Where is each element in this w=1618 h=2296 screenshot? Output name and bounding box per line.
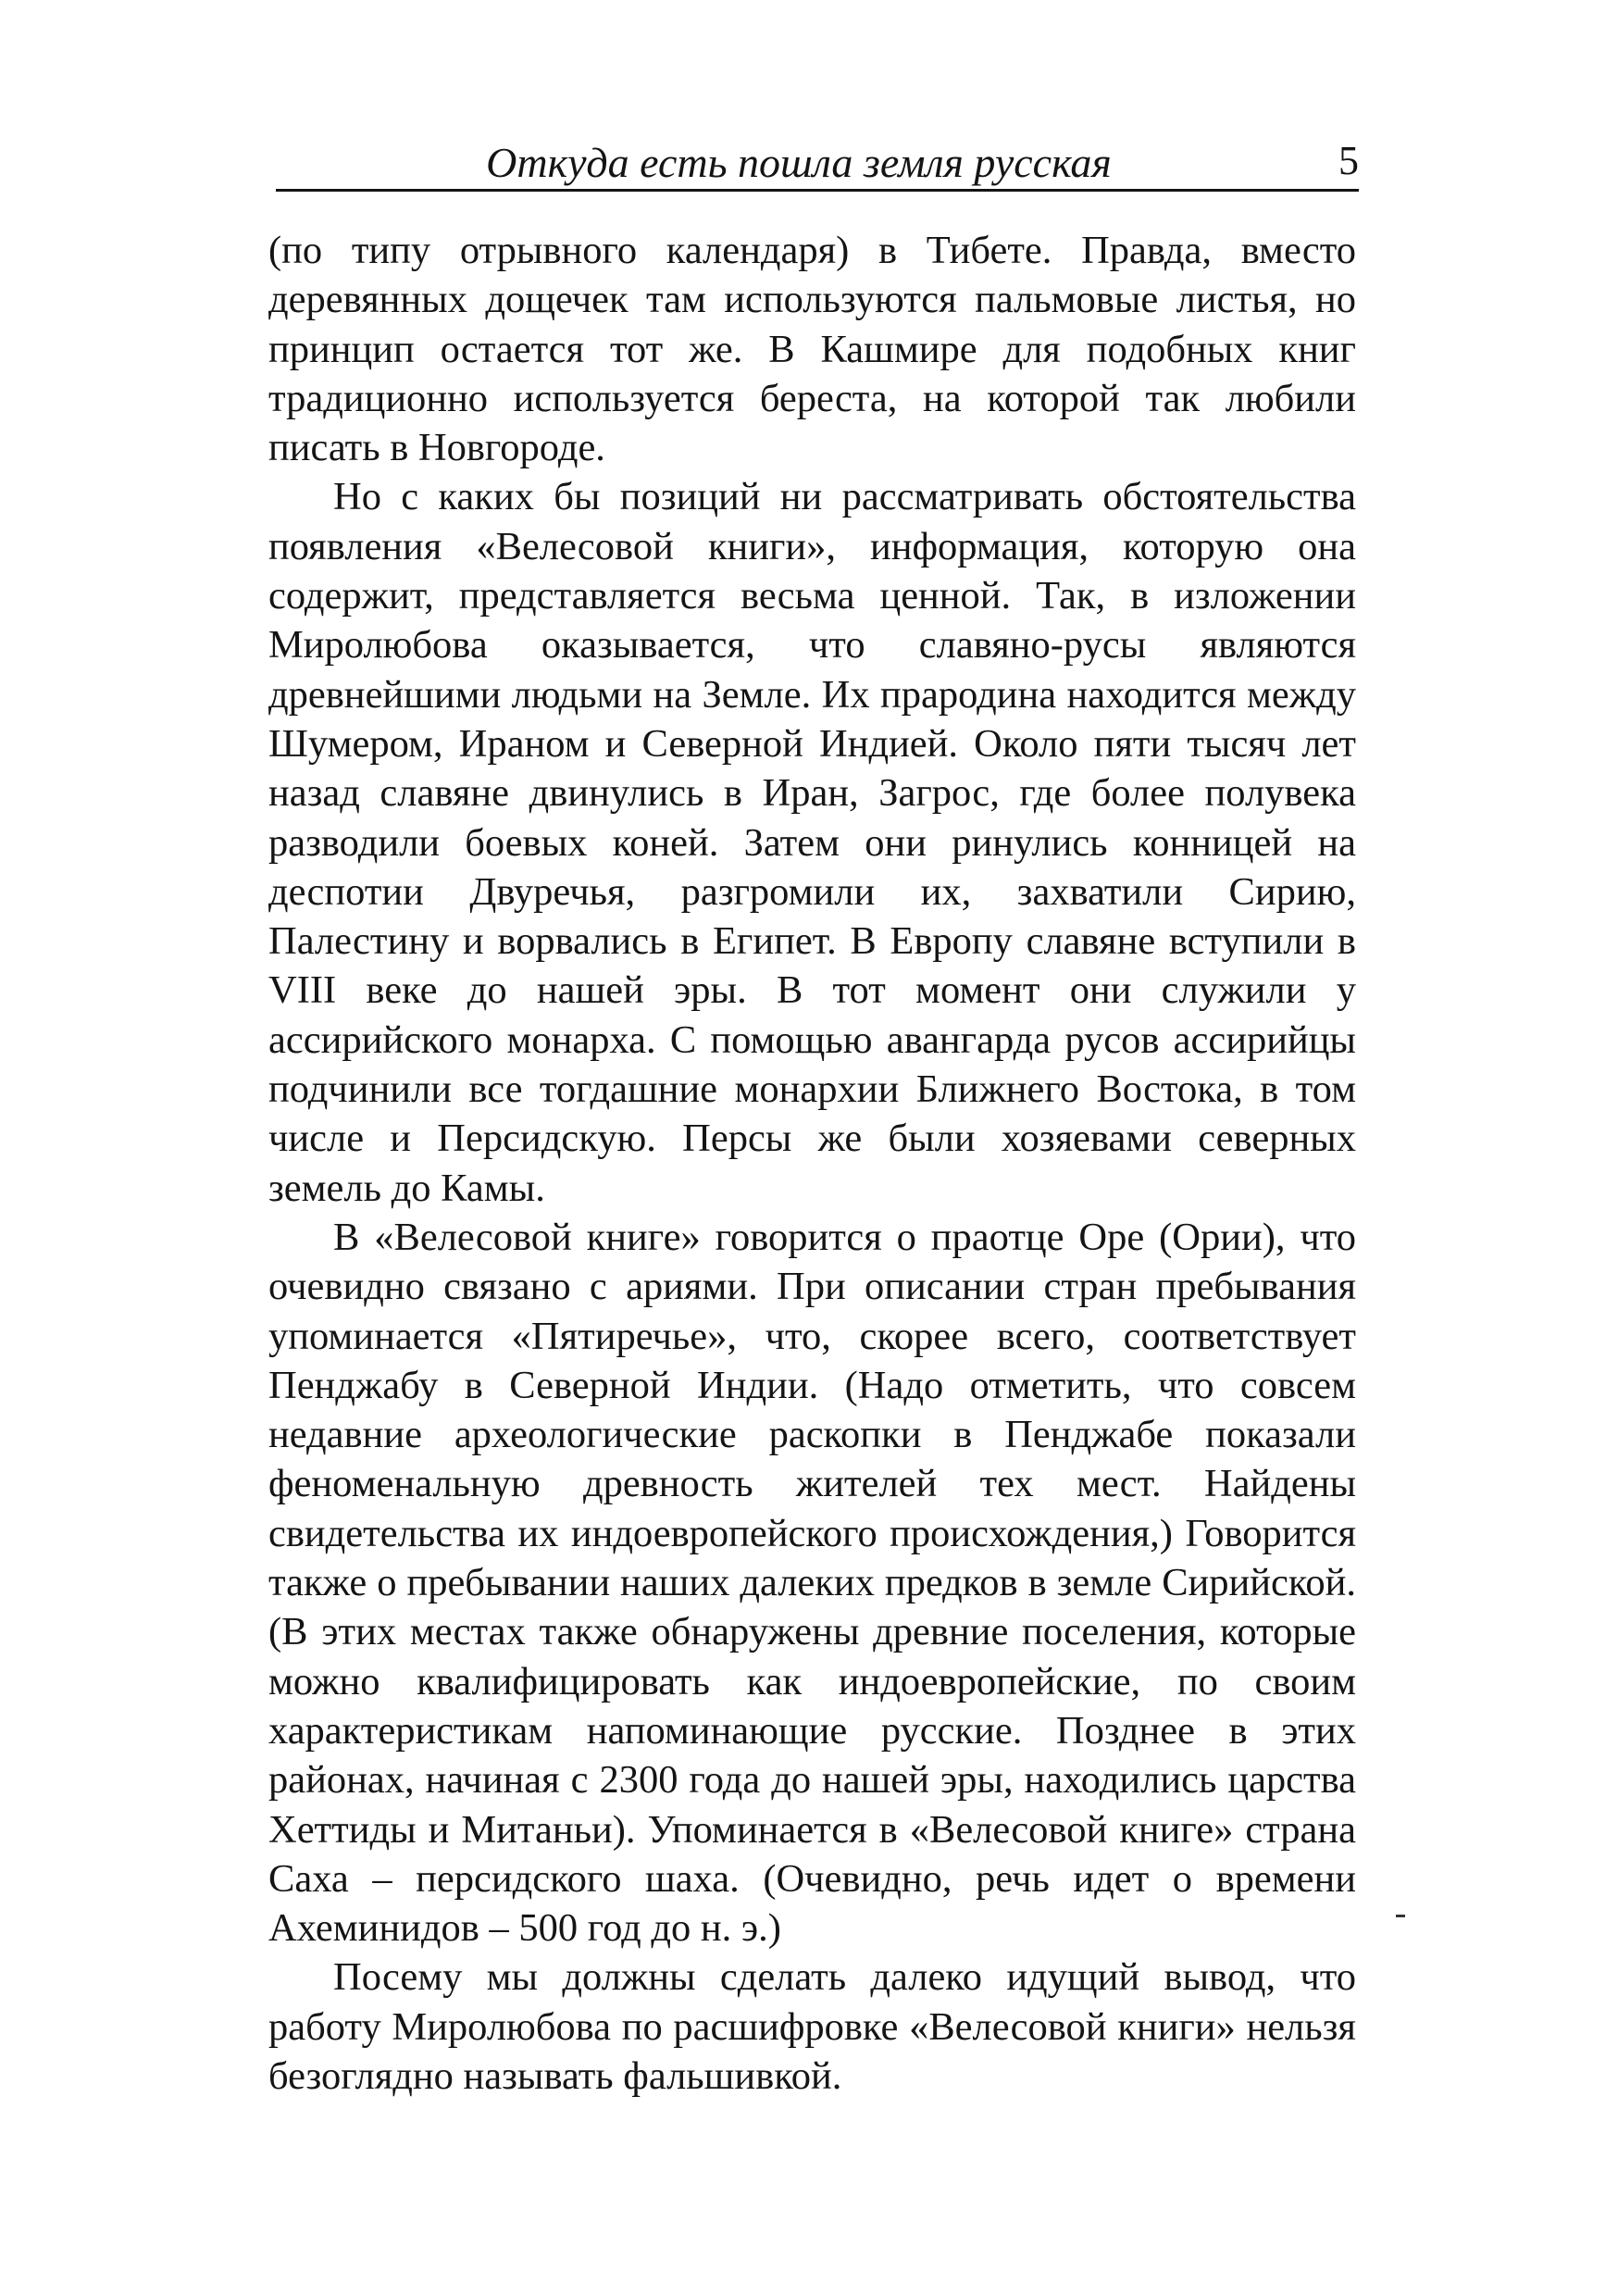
running-header: [276, 130, 1359, 193]
paragraph-3: В «Велесовой книге» говорится о праотце Оре (Ории), что очевидно связано с ариями. При описании стран пребывания упоминается «Пятиречье», что, скорее всего, соответствует Пенджабу в Северной Индии. (Надо отметить, что совсем недавние археологические раскопки в Пенджабе показали феноменальную древность жителей тех мест. Найдены свидетельства их индоевропейского происхождения,) Говорится также о пребывании наших далеких предков в земле Сирийской. (В этих местах также обнаружены древние поселения, которые можно квалифицировать как индоевропейские, по своим характеристикам напоминающие русские. Позднее в этих районах, начиная с 2300 года до нашей эры, находились царства Хеттиды и Митаньи). Упоминается в «Велесовой книге» страна Саха – персидского шаха. (Очевидно, речь идет о времени Ахеминидов – 500 год до н. э.): [268, 1215, 1356, 1951]
paragraph-1: (по типу отрывного календаря) в Тибете. Правда, вместо деревянных дощечек там используются пальмовые листья, но принцип остается тот же. В Кашмире для подобных книг традиционно используется береста, на которой так любили писать в Новгороде.: [268, 229, 1356, 470]
running-title: Откуда есть пошла земля русская: [486, 139, 1112, 186]
body-text: [268, 226, 1356, 2101]
page-number: 5: [1338, 138, 1359, 183]
header-rule: [276, 189, 1359, 192]
scan-speck: [1396, 1915, 1405, 1917]
paragraph-4: Посему мы должны сделать далеко идущий вывод, что работу Миролюбова по расшифровке «Велесовой книги» нельзя безоглядно называть фальшивкой.: [268, 1955, 1356, 2098]
paragraph-2: Но с каких бы позиций ни рассматривать обстоятельства появления «Велесовой книги», информация, которую она содержит, представляется весьма ценной. Так, в изложении Миролюбова оказывается, что славяно-русы являются древнейшими людьми на Земле. Их прародина находится между Шумером, Ираном и Северной Индией. Около пяти тысяч лет назад славяне двинулись в Иран, Загрос, где более полувека разводили боевых коней. Затем они ринулись конницей на деспотии Двуречья, разгромили их, захватили Сирию, Палестину и ворвались в Египет. В Европу славяне вступили в VIII веке до нашей эры. В тот момент они служили у ассирийского монарха. С помощью авангарда русов ассирийцы подчинили все тогдашние монархии Ближнего Востока, в том числе и Персидскую. Персы же были хозяевами северных земель до Камы.: [268, 475, 1356, 1210]
